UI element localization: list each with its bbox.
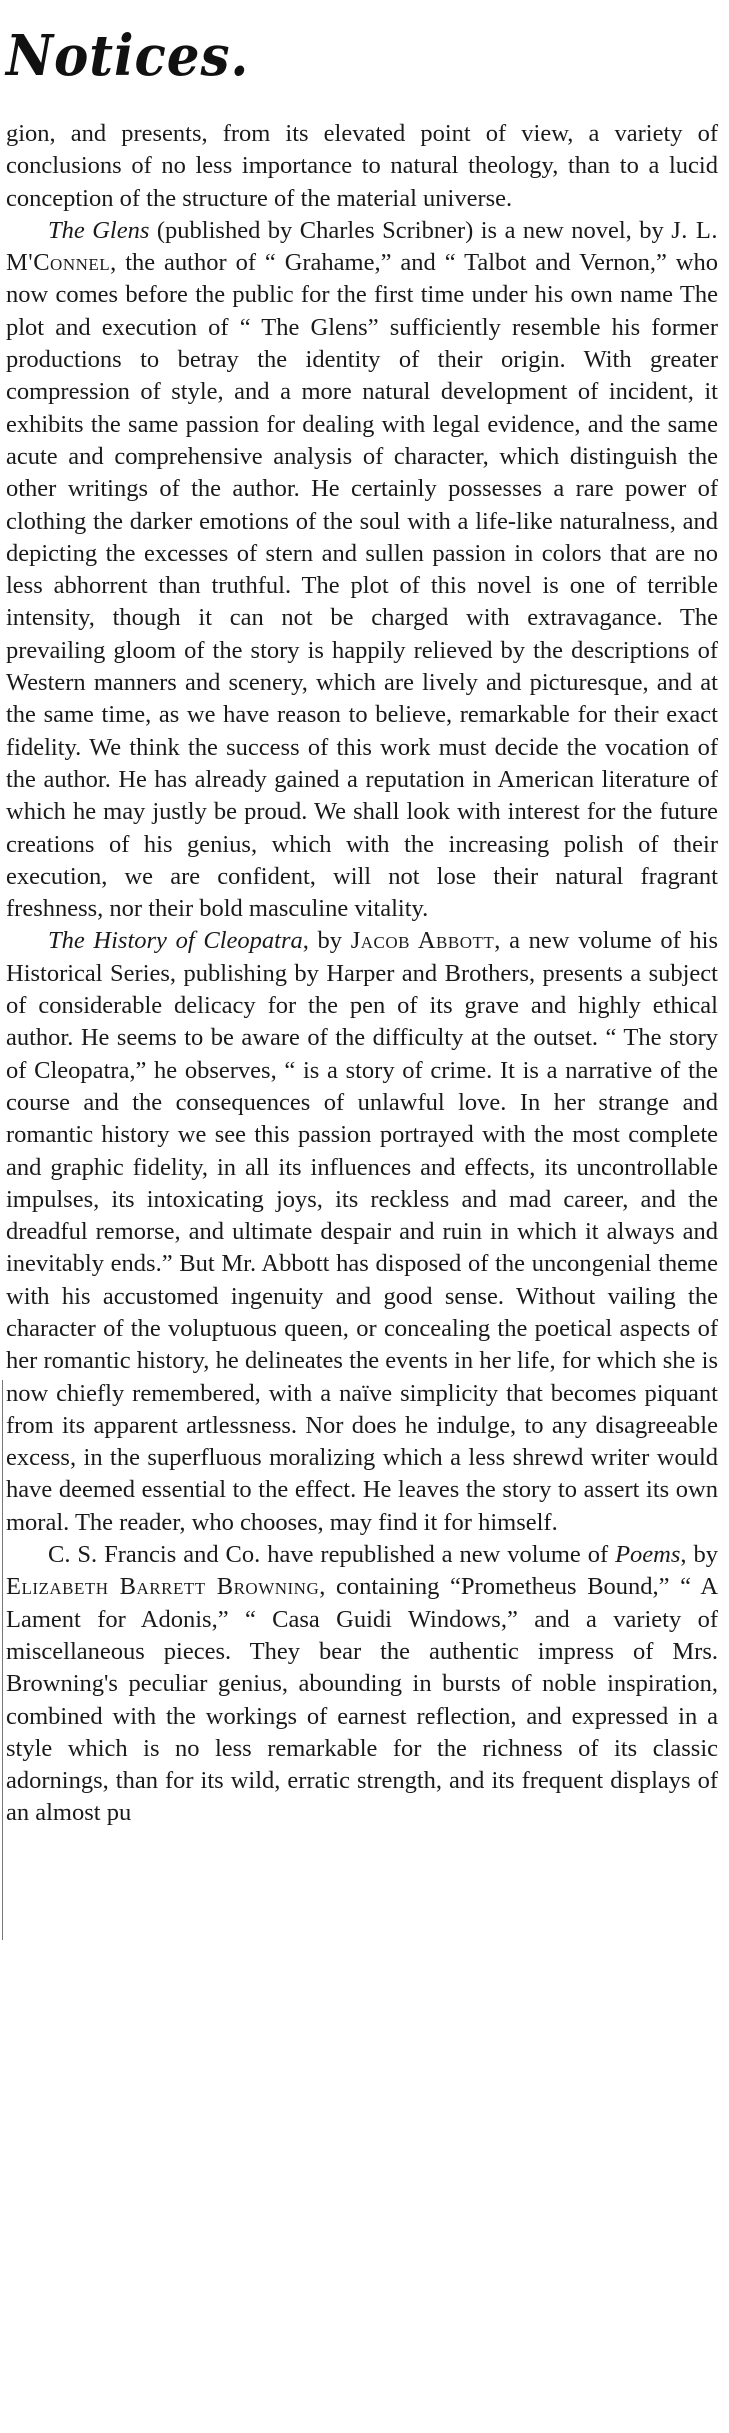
left-margin-rule — [2, 1380, 3, 1940]
notice-text: (published by Charles Scribner) is a new novel, by — [149, 216, 672, 244]
author-name: Jacob Abbott — [350, 927, 495, 955]
notice-text: , the author of “ Grahame,” and “ Talbot and Vernon,” who now comes before the public for the first time under his own name The plot and execution of “ The Glens” sufficiently resemble his former productions to betray the identity of their origin. With greater compression of style, and a more natural development of incident, it exhibits the same passion for dealing with legal evidence, and the same acute and comprehensive analysis of character, which distinguish the other writings of the author. He certainly possesses a rare power of clothing the darker emotions of the soul with a life-like naturalness, and depicting the excesses of stern and sullen passion in colors that are no less abhorrent than truthful. The plot of this novel is one of terrible intensity, though it can not be charged with extravagance. The prevailing gloom of the story is happily relieved by the descriptions of Western manners and scenery, which are lively and picturesque, and at the same time, as we have reason to believe, remarkable for their exact fidelity. We think the success of this work must decide the vocation of the author. He has already gained a reputation in American literature of which he may justly be proud. We shall look with interest for the future creations of his genius, which with the increasing polish of their execution, we are confident, will not lose their natural fragrant freshness, nor their bold masculine vitality. — [6, 249, 718, 923]
book-title-cleopatra: The History of Cleopatra — [48, 927, 303, 955]
notice-text: , containing “Prometheus Bound,” “ A Lament for Adonis,” “ Casa Guidi Windows,” and a variety of miscellaneous pieces. They bear the authentic impress of Mrs. Browning's peculiar genius, abounding in bursts of noble inspiration, combined with the workings of earnest reflection, and expressed in a style which is no less remarkable for the richness of its classic adornings, than for its wild, erratic strength, and its frequent displays of an almost pu — [6, 1573, 719, 1827]
page-heading: Notices. — [6, 23, 250, 89]
notice-text: , a new volume of his Historical Series, publishing by Harper and Brothers, presents a subject of considerable delicacy for the pen of its grave and highly ethical author. He seems to be aware of the difficulty at the outset. “ The story of Cleopatra,” he observes, “ is a story of crime. It is a narrative of the course and the consequences of unlawful love. In her strange and romantic history we see this passion portrayed with the most complete and graphic fidelity, in all its influences and effects, its uncontrollable impulses, its intoxicating joys, its reckless and mad career, and the dreadful remorse, and ultimate despair and ruin in which it always and inevitably ends.” But Mr. Abbott has disposed of the uncongenial theme with his accustomed ingenuity and good sense. Without vailing the character of the voluptuous queen, or concealing the poetical aspects of her romantic history, he delineates the events in her life, for which she is now chiefly remembered, with a naïve simplicity that becomes piquant from its apparent artlessness. Nor does he indulge, to any disagreeable excess, in the superfluous moralizing which a less shrewd writer would have deemed essential to the effect. He leaves the story to assert its own moral. The reader, who chooses, may find it for himself. — [6, 927, 719, 1536]
paragraph-continuation — [6, 118, 718, 215]
author-name: J. L. M'Connel — [6, 216, 718, 277]
author-name: Elizabeth Barrett Browning — [6, 1573, 320, 1601]
notice-text: , by — [680, 1541, 719, 1569]
notice-poems-browning — [6, 1539, 718, 1830]
book-title-poems: Poems — [615, 1541, 681, 1569]
notice-the-glens — [6, 215, 718, 926]
paragraph-continuation-text: gion, and presents, from its elevated point of view, a variety of conclusions of no less importance to natural theology, than to a lucid conception of the structure of the material universe. — [6, 120, 718, 212]
book-title-the-glens: The Glens — [48, 216, 150, 244]
notice-text: C. S. Francis and Co. have republished a new volume of — [48, 1541, 616, 1569]
article-column — [6, 118, 718, 1830]
notice-history-of-cleopatra — [6, 925, 718, 1539]
notice-text: , by — [302, 927, 351, 955]
